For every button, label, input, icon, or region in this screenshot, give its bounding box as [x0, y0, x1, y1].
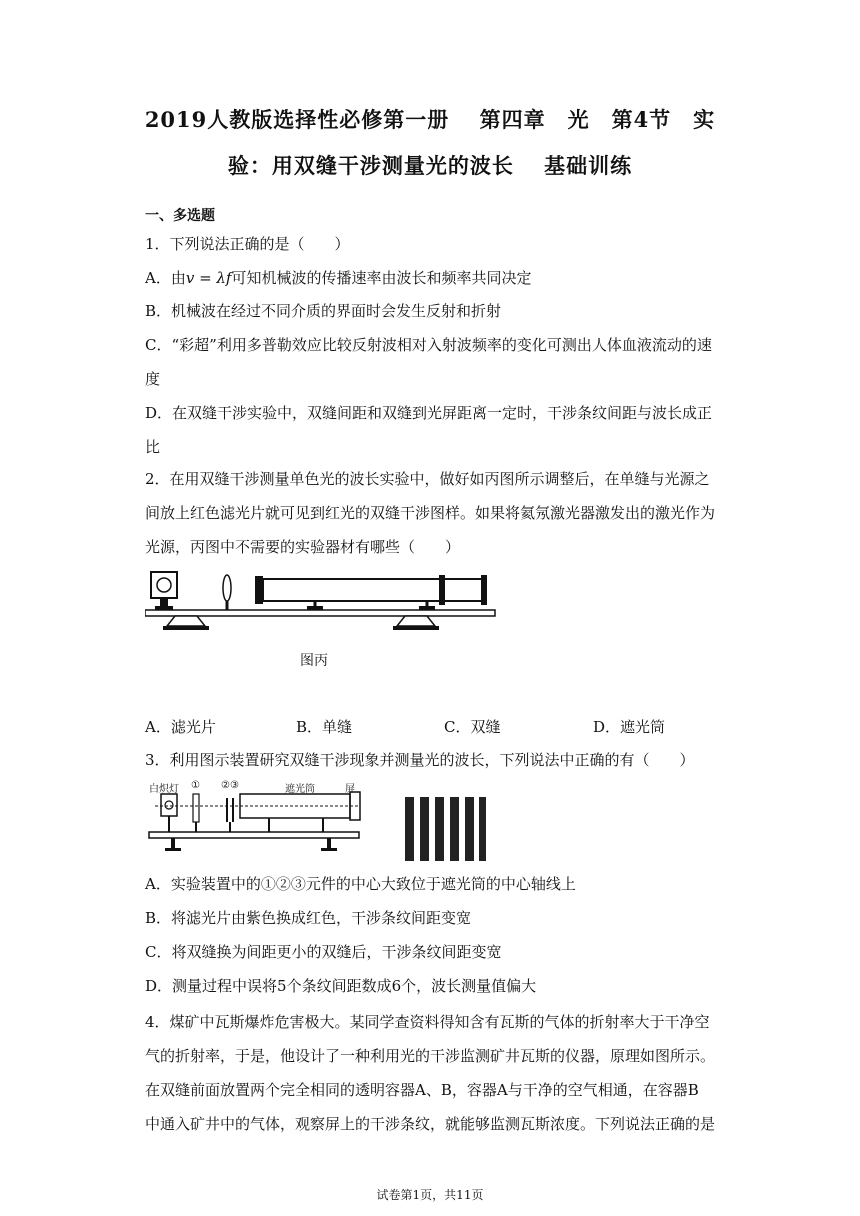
q2-figure-caption: 图丙	[300, 653, 328, 669]
q4-stem-line-4: 中通入矿井中的气体，观察屏上的干涉条纹，就能够监测瓦斯浓度。下列说法正确的是	[145, 1115, 716, 1133]
q1-option-d-line-1: D．在双缝干涉实验中，双缝间距和双缝到光屏距离一定时，干涉条纹间距与波长成正	[145, 404, 713, 422]
q2-option-b: B．单缝	[296, 718, 353, 736]
q2-option-c: C．双缝	[444, 718, 501, 736]
q1-formula: v = λf	[185, 269, 232, 287]
q1-option-d-line-2: 比	[145, 438, 161, 456]
q2-apparatus-figure	[145, 568, 505, 640]
q2-option-d: D．遮光筒	[593, 718, 666, 736]
q2-stem-line-2: 间放上红色滤光片就可见到红光的双缝干涉图样。如果将氦氖激光器激发出的激光作为	[145, 504, 716, 522]
q3-option-a: A．实验装置中的①②③元件的中心大致位于遮光筒的中心轴线上	[145, 875, 576, 893]
q3-apparatus-figure	[145, 780, 375, 862]
q3-label-screen: 屏	[345, 784, 355, 795]
q1-option-b: B．机械波在经过不同介质的界面时会发生反射和折射	[145, 302, 502, 320]
q1-option-c-line-2: 度	[145, 370, 161, 388]
q3-option-c: C．将双缝换为间距更小的双缝后，干涉条纹间距变宽	[145, 943, 502, 961]
q1-option-a	[145, 267, 532, 288]
q3-stem: 3．利用图示装置研究双缝干涉现象并测量光的波长，下列说法中正确的有（ ）	[145, 751, 695, 769]
page-title-line-1: 2019人教版选择性必修第一册 第四章 光 第4节 实	[144, 107, 716, 132]
q3-label-element-1: ①	[191, 780, 200, 791]
q3-option-d: D．测量过程中误将5个条纹间距数成6个，波长测量值偏大	[145, 977, 537, 995]
section-heading: 一、多选题	[145, 208, 215, 224]
q1-option-a-text: 可知机械波的传播速率由波长和频率共同决定	[231, 269, 532, 287]
q1-option-c-line-1: C．“彩超”利用多普勒效应比较反射波相对入射波频率的变化可测出人体血液流动的速	[145, 336, 712, 354]
q3-option-b: B．将滤光片由紫色换成红色，干涉条纹间距变宽	[145, 909, 472, 927]
page-title-line-2: 验：用双缝干涉测量光的波长 基础训练	[227, 153, 633, 178]
q2-option-a: A．滤光片	[145, 718, 216, 736]
q3-fringe-pattern	[403, 797, 487, 861]
q2-stem-line-3: 光源，丙图中不需要的实验器材有哪些（ ）	[145, 538, 461, 556]
q3-label-tube: 遮光筒	[285, 784, 315, 795]
q2-stem-line-1: 2．在用双缝干涉测量单色光的波长实验中，做好如丙图所示调整后，在单缝与光源之	[145, 470, 710, 488]
q1-stem: 1．下列说法正确的是（ ）	[145, 235, 350, 253]
q4-stem-line-2: 气的折射率，于是，他设计了一种利用光的干涉监测矿井瓦斯的仪器，原理如图所示。	[145, 1047, 716, 1065]
page-footer: 试卷第1页，共11页	[376, 1188, 484, 1202]
q1-option-a-prefix: A．由	[145, 269, 186, 287]
q4-stem-line-1: 4．煤矿中瓦斯爆炸危害极大。某同学查资料得知含有瓦斯的气体的折射率大于干净空	[145, 1013, 710, 1031]
q4-stem-line-3: 在双缝前面放置两个完全相同的透明容器A、B，容器A与干净的空气相通，在容器B	[145, 1081, 699, 1099]
q3-label-element-23: ②③	[221, 780, 239, 791]
q3-label-lamp: 白炽灯	[149, 784, 179, 795]
